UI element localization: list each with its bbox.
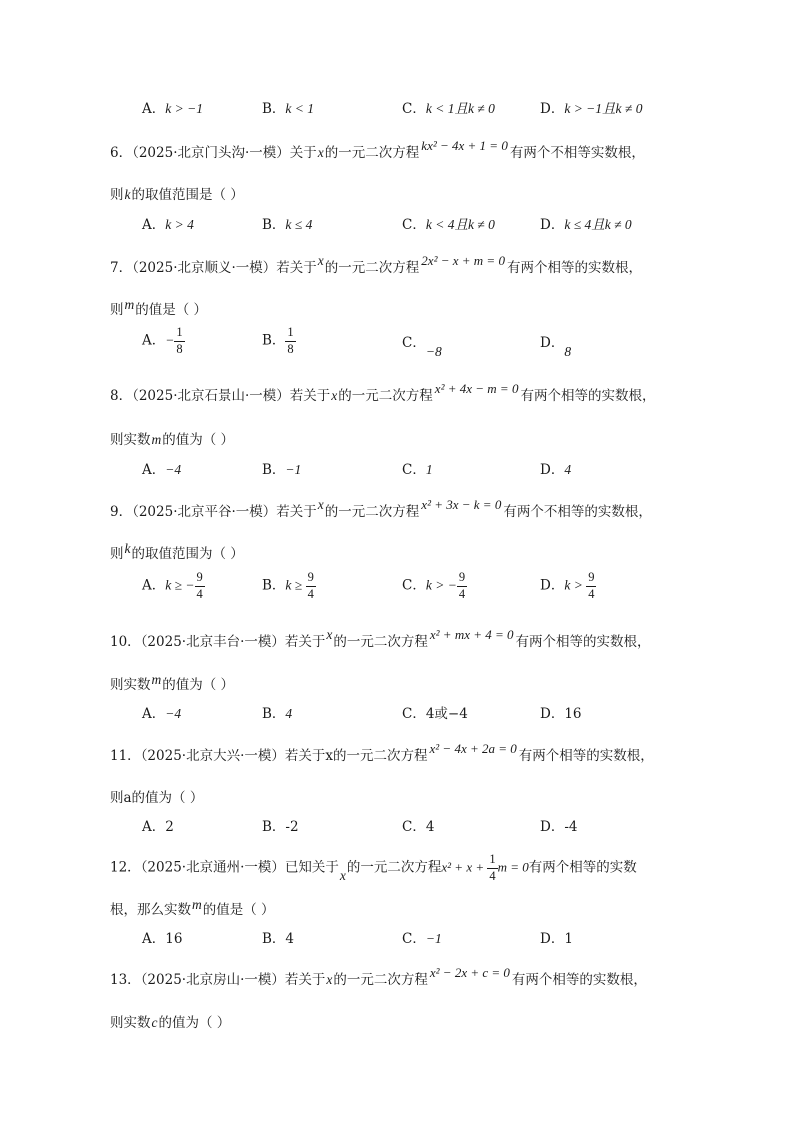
- q12-stem: 12．（2025·北京通州·一模）已知关于x的一元二次方程x² + x + $\frac{1}{4}$ m = 0有两个相等的实数: [110, 852, 637, 883]
- q13-stem-line2: 则实数c的值为（ ）: [110, 1015, 231, 1031]
- fraction: $\frac{9}{4}$: [307, 570, 314, 601]
- q13-stem: 13．（2025·北京房山·一模）若关于x的一元二次方程 x² − 2x + c = 0 有两个相等的实数根，: [110, 965, 647, 988]
- q11-stem: 11．（2025·北京大兴·一模）若关于x的一元二次方程 x² − 4x + 2a = 0 有两个相等的实数根，: [110, 741, 654, 764]
- q11-option-d[interactable]: D．-4: [540, 819, 578, 835]
- equation: x² + mx + 4 = 0: [429, 627, 514, 642]
- q11-option-c[interactable]: C．4: [402, 819, 435, 835]
- q8-stem: 8．（2025·北京石景山·一模）若关于x的一元二次方程 x² + 4x − m = 0 有两个相等的实数根，: [110, 381, 656, 404]
- q7-stem-line2: 则m的值是（ ）: [110, 297, 208, 318]
- equation: 2x² − x + m = 0: [421, 253, 505, 268]
- fraction: $\frac{9}{4}$: [458, 570, 466, 601]
- q7-option-c[interactable]: C．−8: [402, 335, 442, 359]
- q7-option-b[interactable]: B． $\frac{1}{8}$: [262, 325, 294, 356]
- fraction: $\frac{1}{8}$: [287, 325, 294, 356]
- q11-stem-line2: 则a的值为（ ）: [110, 790, 204, 806]
- q8-stem-line2: 则实数m的值为（ ）: [110, 432, 235, 448]
- q5-option-d[interactable]: D．k > −1且k ≠ 0: [540, 101, 643, 117]
- q12-option-d[interactable]: D．1: [540, 931, 573, 947]
- q9-option-c[interactable]: C．k > − $\frac{9}{4}$: [402, 570, 466, 601]
- q7-stem: 7．（2025·北京顺义·一模）若关于x的一元二次方程 2x² − x + m = 0 有两个相等的实数根，: [110, 253, 642, 276]
- q10-option-d[interactable]: D．16: [540, 706, 582, 722]
- q7-option-a[interactable]: A．− $\frac{1}{8}$: [142, 325, 183, 356]
- q12-option-a[interactable]: A．16: [142, 931, 183, 947]
- q6-option-b[interactable]: B．k ≤ 4: [262, 217, 313, 233]
- q6-stem-line2: 则k的取值范围是（ ）: [110, 187, 244, 203]
- q10-stem: 10．（2025·北京丰台·一模）若关于x的一元二次方程 x² + mx + 4 = 0 有两个相等的实数根，: [110, 627, 651, 650]
- fraction: $\frac{1}{4}$: [489, 852, 496, 883]
- q9-option-d[interactable]: D．k > $\frac{9}{4}$: [540, 570, 595, 601]
- q12-option-c[interactable]: C．−1: [402, 931, 442, 947]
- q6-option-d[interactable]: D．k ≤ 4且k ≠ 0: [540, 217, 632, 233]
- equation: x² − 4x + 2a = 0: [429, 741, 517, 756]
- q7-option-d[interactable]: D．8: [540, 335, 572, 359]
- q12-stem-line2: 根，那么实数m的值是（ ）: [110, 897, 275, 918]
- q5-option-a[interactable]: A．k > −1: [142, 101, 203, 117]
- q10-option-a[interactable]: A．−4: [142, 706, 182, 722]
- equation: x² + 4x − m = 0: [434, 381, 519, 396]
- q9-option-a[interactable]: A．k ≥ − $\frac{9}{4}$: [142, 570, 203, 601]
- q8-option-c[interactable]: C．1: [402, 462, 433, 478]
- q8-option-a[interactable]: A．−4: [142, 462, 182, 478]
- equation: x² − 2x + c = 0: [429, 965, 510, 980]
- q10-option-c[interactable]: C．4或−4: [402, 706, 468, 722]
- q11-option-a[interactable]: A．2: [142, 819, 174, 835]
- fraction: $\frac{1}{8}$: [176, 325, 183, 356]
- equation: kx² − 4x + 1 = 0: [421, 138, 508, 153]
- question-number: 6．: [110, 145, 133, 161]
- q10-option-b[interactable]: B．4: [262, 706, 293, 722]
- q11-option-b[interactable]: B．-2: [262, 819, 299, 835]
- q8-option-b[interactable]: B．−1: [262, 462, 302, 478]
- fraction: $\frac{9}{4}$: [196, 570, 203, 601]
- q5-option-c[interactable]: C．k < 1且k ≠ 0: [402, 101, 495, 117]
- q10-stem-line2: 则实数m的值为（ ）: [110, 672, 235, 693]
- q9-stem-line2: 则k的取值范围为（ ）: [110, 541, 244, 562]
- question-source: （2025·北京门头沟·一模）: [132, 145, 290, 161]
- q6-stem: 6．（2025·北京门头沟·一模）关于x的一元二次方程 kx² − 4x + 1 = 0 有两个不相等实数根，: [110, 138, 645, 161]
- q5-option-b[interactable]: B．k < 1: [262, 101, 315, 117]
- equation: x² + 3x − k = 0: [421, 497, 502, 512]
- q12-option-b[interactable]: B．4: [262, 931, 295, 947]
- equation-part: m = 0: [497, 859, 529, 875]
- equation-part: x² + x +: [441, 859, 488, 875]
- q6-option-c[interactable]: C．k < 4且k ≠ 0: [402, 217, 495, 233]
- q9-stem: 9．（2025·北京平谷·一模）若关于x的一元二次方程 x² + 3x − k = 0 有两个不相等的实数根，: [110, 497, 652, 520]
- q8-option-d[interactable]: D．4: [540, 462, 572, 478]
- q6-option-a[interactable]: A．k > 4: [142, 217, 194, 233]
- fraction: $\frac{9}{4}$: [588, 570, 595, 601]
- q9-option-b[interactable]: B．k ≥ $\frac{9}{4}$: [262, 570, 314, 601]
